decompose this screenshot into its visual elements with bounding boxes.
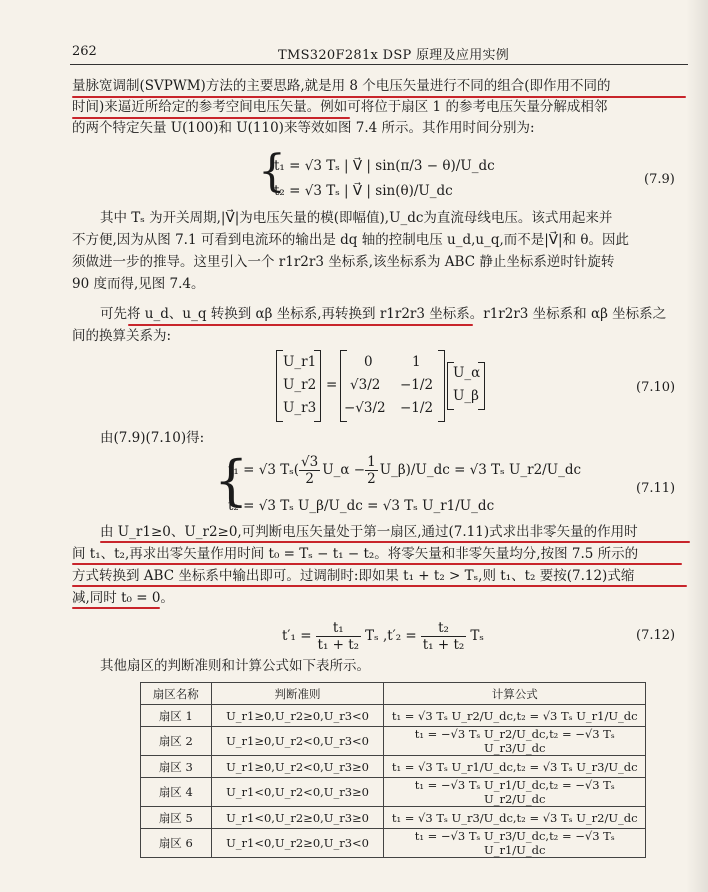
text-line: 的两个特定矢量 U(100)和 U(110)来等效如图 7.4 所示。其作用时间分别为: (72, 120, 535, 136)
matrix-cell: U_r1 (283, 354, 317, 370)
table-row (141, 829, 646, 858)
text-line: 间的换算关系为: (72, 328, 172, 344)
table-header-cell: 判断准则 (211, 683, 384, 705)
equation-number: (7.12) (636, 628, 676, 643)
table-cell: U_r1≥0,U_r2<0,U_r3≥0 (211, 756, 384, 778)
red-underline (72, 96, 686, 98)
left-brace-icon: { (258, 146, 286, 197)
table-cell: t₁ = √3 Tₛ U_r3/U_dc,t₂ = √3 Tₛ U_r2/U_dc (384, 807, 646, 829)
denominator: t₁ + t₂ (317, 636, 360, 653)
text-line: 90 度而得,见图 7.4。 (72, 276, 205, 292)
red-underline (100, 541, 690, 543)
table-row (141, 756, 646, 778)
paragraph-derive: 由(7.9)(7.10)得: (100, 430, 205, 446)
numerator: t₂ (421, 620, 467, 637)
table-cell: U_r1<0,U_r2≥0,U_r3<0 (211, 829, 384, 858)
equation-number: (7.11) (636, 481, 676, 496)
equation-number: (7.9) (644, 172, 675, 187)
text-line: 其中 Tₛ 为开关周期,|V⃗|为电压矢量的模(即幅值),U_dc为直流母线电压。该式用起来并 (100, 210, 613, 226)
running-header-title: TMS320F281x DSP 原理及应用实例 (278, 48, 510, 63)
table-cell: U_r1<0,U_r2≥0,U_r3≥0 (211, 807, 384, 829)
paragraph-table-intro: 其他扇区的判断准则和计算公式如下表所示。 (100, 658, 370, 674)
equals-sign: = (326, 377, 338, 393)
matrix-bracket (438, 350, 445, 422)
matrix-bracket (276, 350, 283, 422)
table-cell: 扇区 4 (141, 778, 212, 807)
matrix-cell: U_r3 (283, 400, 317, 416)
table-cell: U_r1<0,U_r2<0,U_r3≥0 (211, 778, 384, 807)
matrix-cell: −1/2 (400, 400, 434, 416)
red-underline (128, 324, 473, 326)
matrix-cell: U_α (453, 365, 481, 381)
eq-part: U_β)/U_dc = √3 Tₛ U_r2/U_dc (379, 462, 582, 478)
fraction (421, 620, 467, 653)
equation-line: t₁ = √3 Tₛ | V⃗ | sin(π/3 − θ)/U_dc (274, 158, 495, 174)
denominator: t₁ + t₂ (422, 636, 465, 653)
red-underline (72, 563, 682, 565)
text-line: 不方便,因为从图 7.1 可看到电流环的输出是 dq 轴的控制电压 u_d,u_q,而不是|V⃗|和 θ。因此 (72, 232, 630, 248)
matrix-cell: −1/2 (400, 377, 434, 393)
denominator: 2 (305, 470, 314, 487)
eq-part: Tₛ (470, 628, 484, 644)
table-header-cell: 计算公式 (384, 683, 646, 705)
page-number: 262 (72, 44, 97, 59)
denominator: 2 (367, 470, 376, 487)
table-header-row (141, 683, 646, 705)
table-row (141, 705, 646, 727)
table-row (141, 727, 646, 756)
text-line: 间 t₁、t₂,再求出零矢量作用时间 t₀ = Tₛ − t₁ − t₂。将零矢量和非零矢量均分,按图 7.5 所示的 (72, 546, 639, 562)
sector-table (140, 682, 646, 858)
fraction (316, 620, 362, 653)
equation-line: t₂ = √3 Tₛ U_β/U_dc = √3 Tₛ U_r1/U_dc (228, 498, 495, 514)
matrix-cell: U_r2 (283, 377, 317, 393)
text-line: 可先将 u_d、u_q 转换到 αβ 坐标系,再转换到 r1r2r3 坐标系。r1r2r3 坐标系和 αβ 坐标系之 (100, 306, 667, 322)
numerator: t₁ (316, 620, 362, 637)
header-rule (70, 64, 688, 65)
table-cell: 扇区 6 (141, 829, 212, 858)
table-cell: 扇区 1 (141, 705, 212, 727)
matrix-cell: U_β (453, 388, 479, 404)
eq-part: t₁ = √3 Tₛ( (228, 462, 300, 478)
red-underline (72, 607, 160, 609)
matrix-cell: √3/2 (350, 377, 381, 393)
table-cell: t₁ = −√3 Tₛ U_r2/U_dc,t₂ = −√3 Tₛ U_r3/U_dc (384, 727, 646, 756)
text-line: 减,同时 t₀ = 0。 (72, 590, 174, 606)
numerator: 1 (367, 453, 376, 470)
left-brace-icon: { (214, 449, 249, 512)
matrix-cell: 1 (412, 354, 421, 370)
text-line: 方式转换到 ABC 坐标系中输出即可。过调制时:即如果 t₁ + t₂ > Tₛ,则 t₁、t₂ 要按(7.12)式缩 (72, 568, 635, 584)
equation-7-12 (282, 616, 484, 656)
eq-part: Tₛ ,t′₂ = (365, 628, 417, 644)
table-cell: t₁ = −√3 Tₛ U_r3/U_dc,t₂ = −√3 Tₛ U_r1/U_dc (384, 829, 646, 858)
fraction (365, 454, 378, 487)
table-header-cell: 扇区名称 (141, 683, 212, 705)
table-cell: t₁ = √3 Tₛ U_r2/U_dc,t₂ = √3 Tₛ U_r1/U_dc (384, 705, 646, 727)
equation-number: (7.10) (636, 380, 676, 395)
table-cell: 扇区 3 (141, 756, 212, 778)
table-row (141, 778, 646, 807)
eq-part: t′₁ = (282, 628, 312, 644)
eq-part: U_α − (322, 462, 366, 478)
text-line: 由 U_r1≥0、U_r2≥0,可判断电压矢量处于第一扇区,通过(7.11)式求出非零矢量的作用时 (100, 524, 638, 540)
table-row (141, 807, 646, 829)
numerator: √3 (301, 453, 319, 470)
page-edge-shadow (686, 0, 708, 892)
table-cell: U_r1≥0,U_r2≥0,U_r3<0 (211, 705, 384, 727)
table-cell: t₁ = −√3 Tₛ U_r1/U_dc,t₂ = −√3 Tₛ U_r2/U_dc (384, 778, 646, 807)
equation-line: t₂ = √3 Tₛ | V⃗ | sin(θ)/U_dc (274, 183, 453, 199)
table-cell: 扇区 2 (141, 727, 212, 756)
red-underline (72, 117, 350, 119)
table-cell: U_r1≥0,U_r2<0,U_r3<0 (211, 727, 384, 756)
matrix-cell: 0 (364, 354, 373, 370)
matrix-cell: −√3/2 (344, 400, 386, 416)
fraction (299, 454, 320, 487)
table-cell: 扇区 5 (141, 807, 212, 829)
text-line: 量脉宽调制(SVPWM)方法的主要思路,就是用 8 个电压矢量进行不同的组合(即作用不同的 (72, 78, 611, 94)
red-underline (72, 585, 687, 587)
table-cell: t₁ = √3 Tₛ U_r1/U_dc,t₂ = √3 Tₛ U_r3/U_dc (384, 756, 646, 778)
equation-line (228, 452, 581, 488)
text-line: 时间)来逼近所给定的参考空间电压矢量。例如可将位于扇区 1 的参考电压矢量分解成相邻 (72, 99, 608, 115)
text-line: 须做进一步的推导。这里引入一个 r1r2r3 坐标系,该坐标系为 ABC 静止坐标系逆时针旋转 (72, 254, 615, 270)
